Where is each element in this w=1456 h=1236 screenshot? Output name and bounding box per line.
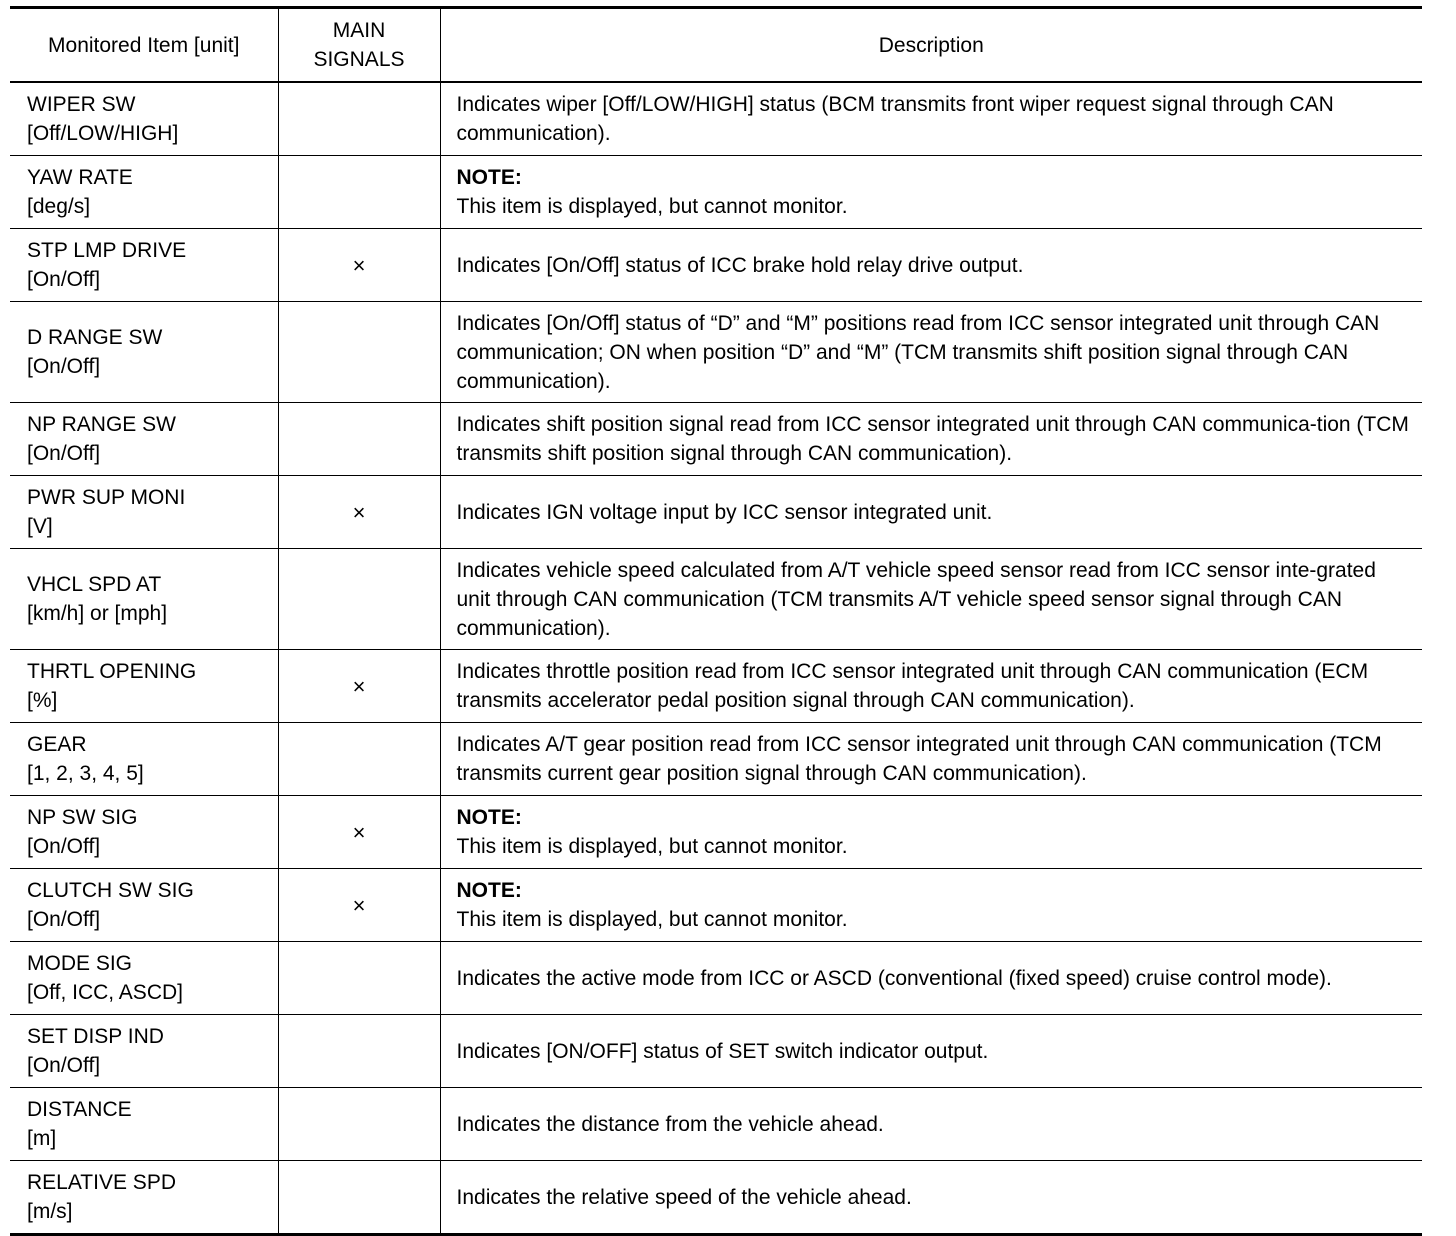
item-cell [10, 476, 278, 549]
description-cell [440, 1088, 1422, 1161]
item-name: YAW RATE [27, 166, 133, 189]
item-name: SET DISP IND [27, 1025, 164, 1048]
header-main-signals [278, 8, 440, 83]
item-name: NP SW SIG [27, 806, 138, 829]
description-cell [440, 869, 1422, 942]
item-unit: [m] [27, 1127, 57, 1150]
description-text: Indicates A/T gear position read from ICC sensor integrated unit through CAN communication (TCM transmits current gear position signal through CAN communication). [456, 733, 1382, 785]
item-cell [10, 229, 278, 302]
main-signal-cell [278, 1015, 440, 1088]
item-cell [10, 1161, 278, 1235]
description-cell [440, 723, 1422, 796]
item-cell [10, 403, 278, 476]
description-cell [440, 796, 1422, 869]
table-row [10, 229, 1422, 302]
description-text: Indicates vehicle speed calculated from A/T vehicle speed sensor read from ICC sensor inte-grated unit through CAN communication (TCM transmits A/T vehicle speed sensor signal through CAN communication). [456, 558, 1376, 640]
item-unit: [On/Off] [27, 835, 101, 858]
description-cell [440, 1015, 1422, 1088]
item-unit: [Off, ICC, ASCD] [27, 981, 183, 1004]
item-name: CLUTCH SW SIG [27, 879, 194, 902]
item-name: NP RANGE SW [27, 413, 176, 436]
table-row [10, 302, 1422, 403]
item-unit: [deg/s] [27, 195, 91, 218]
description-text: Indicates the relative speed of the vehicle ahead. [456, 1185, 912, 1209]
description-cell [440, 650, 1422, 723]
description-cell [440, 549, 1422, 650]
description-text: Indicates shift position signal read from ICC sensor integrated unit through CAN communica-tion (TCM transmits shift position signal through CAN communication). [456, 413, 1409, 465]
description-text: This item is displayed, but cannot monitor. [456, 195, 848, 218]
item-name: PWR SUP MONI [27, 486, 186, 509]
table-row [10, 403, 1422, 476]
item-cell [10, 650, 278, 723]
description-text: Indicates throttle position read from ICC sensor integrated unit through CAN communication (ECM transmits accelerator pedal position signal through CAN communication). [456, 660, 1369, 712]
description-text: Indicates the distance from the vehicle ahead. [456, 1112, 884, 1136]
item-unit: [On/Off] [27, 268, 101, 291]
main-signal-cell: × [278, 796, 440, 869]
item-name: GEAR [27, 733, 87, 756]
description-text: Indicates [ON/OFF] status of SET switch indicator output. [456, 1039, 989, 1063]
item-name: MODE SIG [27, 952, 133, 975]
item-unit: [km/h] or [mph] [27, 602, 168, 625]
table-row [10, 82, 1422, 156]
table-row [10, 156, 1422, 229]
item-name: RELATIVE SPD [27, 1171, 176, 1194]
item-cell [10, 942, 278, 1015]
note-label: NOTE: [456, 806, 522, 829]
main-signal-cell [278, 156, 440, 229]
description-text: Indicates [On/Off] status of “D” and “M” positions read from ICC sensor integrated unit through CAN communication; ON when position “D” and “M” (TCM transmits shift position signal through CAN communication). [456, 311, 1380, 393]
item-cell [10, 82, 278, 156]
header-monitored-item: Monitored Item [unit] [10, 8, 278, 83]
description-cell [440, 942, 1422, 1015]
header-description: Description [440, 8, 1422, 83]
item-name: DISTANCE [27, 1098, 132, 1121]
item-name: THRTL OPENING [27, 660, 197, 683]
table-row [10, 869, 1422, 942]
main-signal-cell [278, 723, 440, 796]
table-header-row [10, 8, 1422, 83]
table-row [10, 796, 1422, 869]
table-row [10, 549, 1422, 650]
item-name: D RANGE SW [27, 326, 163, 349]
table-row [10, 723, 1422, 796]
description-cell [440, 82, 1422, 156]
description-cell [440, 229, 1422, 302]
main-signal-cell [278, 82, 440, 156]
description-cell [440, 1161, 1422, 1235]
table-row [10, 1015, 1422, 1088]
item-cell [10, 1088, 278, 1161]
item-name: STP LMP DRIVE [27, 239, 187, 262]
description-text: Indicates the active mode from ICC or ASCD (conventional (fixed speed) cruise control mode). [456, 966, 1332, 990]
description-text: Indicates wiper [Off/LOW/HIGH] status (BCM transmits front wiper request signal through CAN communication). [456, 93, 1334, 145]
item-name: WIPER SW [27, 93, 136, 116]
item-cell [10, 302, 278, 403]
item-unit: [m/s] [27, 1200, 73, 1223]
main-signal-cell: × [278, 229, 440, 302]
description-cell [440, 302, 1422, 403]
main-signal-cell [278, 403, 440, 476]
main-signal-cell: × [278, 869, 440, 942]
monitored-items-table [10, 6, 1422, 1236]
table-row [10, 650, 1422, 723]
item-unit: [On/Off] [27, 1054, 101, 1077]
item-unit: [1, 2, 3, 4, 5] [27, 762, 144, 785]
item-cell [10, 723, 278, 796]
description-cell [440, 156, 1422, 229]
item-cell [10, 549, 278, 650]
note-label: NOTE: [456, 879, 522, 902]
header-main-line1: MAIN [332, 19, 386, 42]
item-cell [10, 156, 278, 229]
description-text: This item is displayed, but cannot monitor. [456, 908, 848, 931]
item-unit: [On/Off] [27, 442, 101, 465]
main-signal-cell [278, 302, 440, 403]
note-label: NOTE: [456, 166, 522, 189]
table-row [10, 942, 1422, 1015]
description-text: Indicates IGN voltage input by ICC sensor integrated unit. [456, 500, 993, 524]
item-cell [10, 869, 278, 942]
table-row [10, 1088, 1422, 1161]
main-signal-cell [278, 549, 440, 650]
item-cell [10, 796, 278, 869]
item-name: VHCL SPD AT [27, 573, 162, 596]
main-signal-cell [278, 1161, 440, 1235]
description-text: Indicates [On/Off] status of ICC brake hold relay drive output. [456, 253, 1024, 277]
table-row [10, 1161, 1422, 1235]
header-main-line2: SIGNALS [313, 48, 405, 71]
main-signal-cell: × [278, 476, 440, 549]
description-cell [440, 403, 1422, 476]
main-signal-cell [278, 942, 440, 1015]
table-row [10, 476, 1422, 549]
item-unit: [On/Off] [27, 355, 101, 378]
item-unit: [On/Off] [27, 908, 101, 931]
main-signal-cell: × [278, 650, 440, 723]
description-cell [440, 476, 1422, 549]
main-signal-cell [278, 1088, 440, 1161]
item-cell [10, 1015, 278, 1088]
description-text: This item is displayed, but cannot monitor. [456, 835, 848, 858]
item-unit: [Off/LOW/HIGH] [27, 122, 179, 145]
item-unit: [%] [27, 689, 58, 712]
item-unit: [V] [27, 515, 53, 538]
